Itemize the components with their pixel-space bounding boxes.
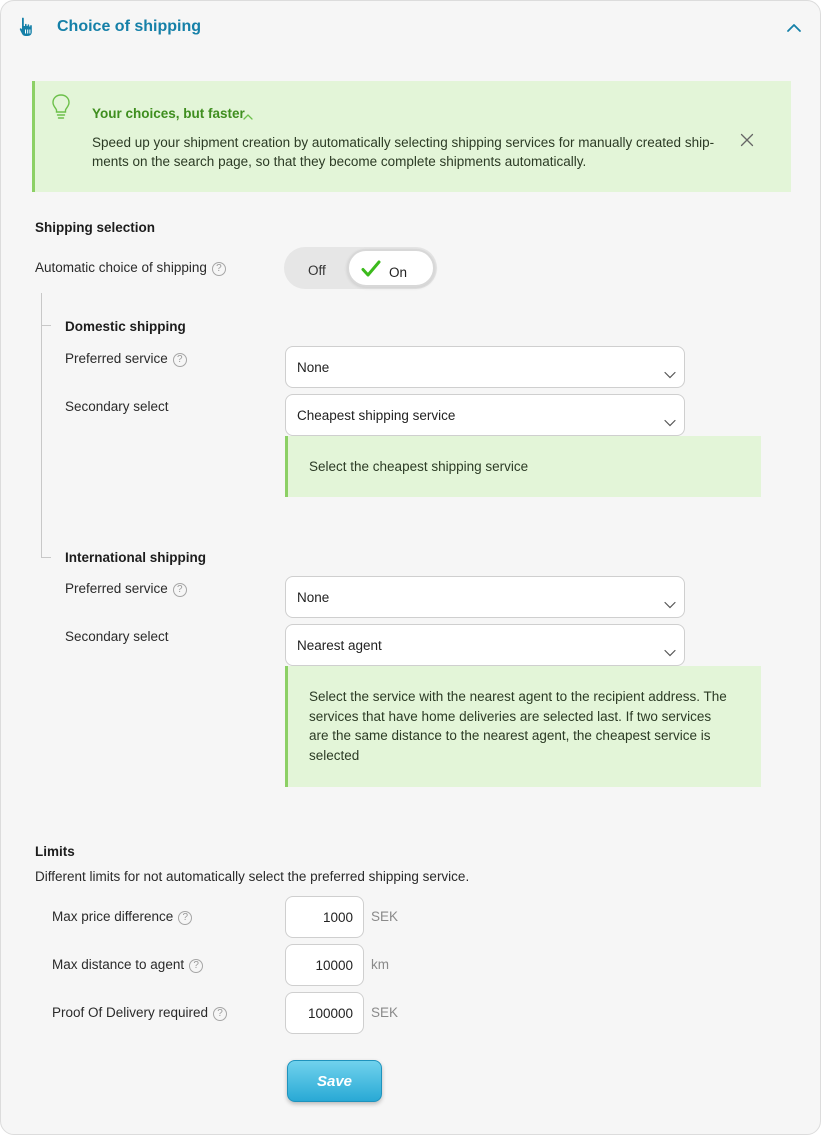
limit-label-text: Max distance to agent <box>52 957 185 972</box>
tip-text-line: Speed up your shipment creation by automatically selecting shipping services for manually created ship- <box>92 135 715 150</box>
max-price-difference-input[interactable] <box>285 896 364 938</box>
tip-title: Your choices, but faster <box>92 106 245 121</box>
domestic-preferred-label-text: Preferred service <box>65 351 168 366</box>
tree-connector-tick <box>41 557 51 558</box>
unit-label: SEK <box>371 1005 399 1020</box>
close-icon[interactable] <box>739 132 755 148</box>
hand-pointer-icon <box>16 15 40 39</box>
limit-label-text: Max price difference <box>52 909 174 924</box>
international-info-text <box>309 687 727 765</box>
info-text-line: are the same distance to the nearest agent, the cheapest service is <box>309 728 711 743</box>
tree-connector-line <box>41 293 42 557</box>
tip-box <box>32 81 791 192</box>
toggle-on-option[interactable] <box>347 249 435 287</box>
automatic-choice-toggle[interactable] <box>284 247 437 289</box>
tip-text-line: ments on the search page, so that they become complete shipments automatically. <box>92 154 587 169</box>
tree-connector-tick <box>41 325 51 326</box>
lightbulb-icon <box>50 93 72 121</box>
select-value: None <box>297 590 330 605</box>
save-button[interactable]: Save <box>287 1060 382 1102</box>
toggle-on-label: On <box>389 265 408 280</box>
international-info-box <box>285 666 761 787</box>
domestic-shipping-heading: Domestic shipping <box>65 319 186 334</box>
chevron-down-icon <box>664 371 676 379</box>
unit-label: km <box>371 957 389 972</box>
international-shipping-heading: International shipping <box>65 550 206 565</box>
checkmark-icon <box>361 260 381 278</box>
international-secondary-label: Secondary select <box>65 629 169 644</box>
international-preferred-label <box>65 581 187 597</box>
select-value: Nearest agent <box>297 638 382 653</box>
max-distance-to-agent-input[interactable] <box>285 944 364 986</box>
chevron-up-icon[interactable] <box>783 17 805 39</box>
international-preferred-label-text: Preferred service <box>65 581 168 596</box>
international-secondary-select[interactable] <box>285 624 685 666</box>
panel-title[interactable]: Choice of shipping <box>57 18 201 35</box>
domestic-preferred-label <box>65 351 187 367</box>
proof-of-delivery-input[interactable] <box>285 992 364 1034</box>
chevron-down-icon <box>664 419 676 427</box>
domestic-info-text: Select the cheapest shipping service <box>309 459 529 474</box>
chevron-up-icon[interactable] <box>242 112 254 121</box>
proof-of-delivery-label <box>52 1005 227 1021</box>
help-icon[interactable]: ? <box>173 583 187 597</box>
domestic-preferred-select[interactable] <box>285 346 685 388</box>
automatic-choice-label-text: Automatic choice of shipping <box>35 260 207 275</box>
info-text-line: selected <box>309 747 360 763</box>
help-icon[interactable]: ? <box>173 353 187 367</box>
chevron-down-icon <box>664 649 676 657</box>
max-price-difference-label <box>52 909 192 925</box>
help-icon[interactable]: ? <box>213 1007 227 1021</box>
automatic-choice-label <box>35 260 226 276</box>
info-text-line: services that have home deliveries are selected last. If two services <box>309 708 712 724</box>
shipping-selection-heading: Shipping selection <box>35 220 156 235</box>
tip-text <box>92 133 742 171</box>
limits-heading: Limits <box>35 844 75 859</box>
help-icon[interactable]: ? <box>178 911 192 925</box>
limits-description: Different limits for not automatically select the preferred shipping service. <box>35 869 470 884</box>
select-value: None <box>297 360 330 375</box>
unit-label: SEK <box>371 909 399 924</box>
help-icon[interactable]: ? <box>212 262 226 276</box>
toggle-off-option[interactable]: Off <box>308 263 326 278</box>
help-icon[interactable]: ? <box>189 959 203 973</box>
max-distance-to-agent-label <box>52 957 203 973</box>
select-value: Cheapest shipping service <box>297 408 456 423</box>
domestic-secondary-select[interactable] <box>285 394 685 436</box>
domestic-info-box <box>285 436 761 497</box>
chevron-down-icon <box>664 601 676 609</box>
limit-label-text: Proof Of Delivery required <box>52 1005 209 1020</box>
international-preferred-select[interactable] <box>285 576 685 618</box>
info-text-line: Select the service with the nearest agent to the recipient address. The <box>309 689 727 704</box>
domestic-secondary-label: Secondary select <box>65 399 169 414</box>
